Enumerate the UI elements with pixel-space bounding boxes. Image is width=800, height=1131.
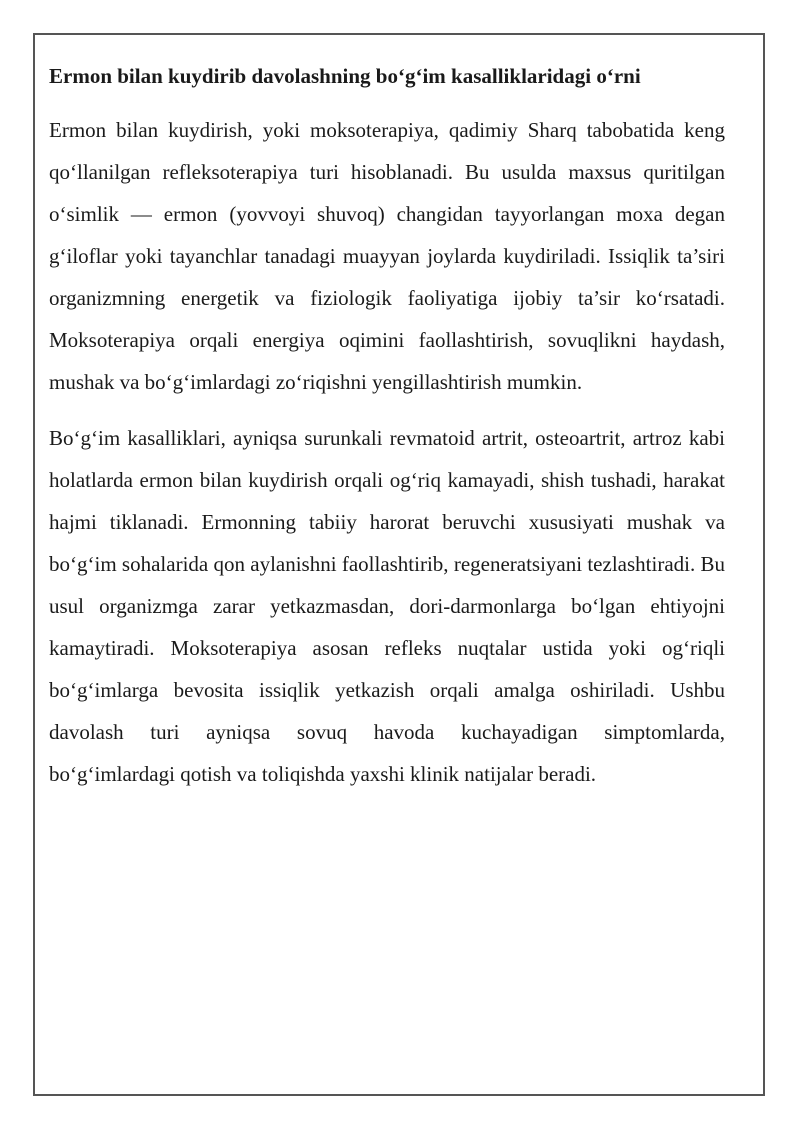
page-frame — [33, 33, 765, 1096]
document-title: Ermon bilan kuydirib davolashning bo‘g‘im kasalliklaridagi o‘rni — [49, 64, 641, 88]
document-body — [49, 55, 725, 809]
paragraph-1: Ermon bilan kuydirish, yoki moksoterapiya, qadimiy Sharq tabobatida keng qo‘llanilgan refleksoterapiya turi hisoblanadi. Bu usulda maxsus quritilgan o‘simlik — ermon (yovvoyi shuvoq) changidan tayyorlangan moxa degan g‘iloflar yoki tayanchlar tanadagi muayyan joylarda kuydiriladi. Issiqlik ta’siri organizmning energetik va fiziologik faoliyatiga ijobiy ta’sir ko‘rsatadi. Moksoterapiya orqali energiya oqimini faollashtirish, sovuqlikni haydash, mushak va bo‘g‘imlardagi zo‘riqishni yengillashtirish mumkin. — [49, 118, 725, 394]
paragraph-2: Bo‘g‘im kasalliklari, ayniqsa surunkali revmatoid artrit, osteoartrit, artroz kabi holatlarda ermon bilan kuydirish orqali og‘riq kamayadi, shish tushadi, harakat hajmi tiklanadi. Ermonning tabiiy harorat beruvchi xususiyati mushak va bo‘g‘im sohalarida qon aylanishni faollashtirib, regeneratsiyani tezlashtiradi. Bu usul organizmga zarar yetkazmasdan, dori-darmonlarga bo‘lgan ehtiyojni kamaytiradi. Moksoterapiya asosan refleks nuqtalar ustida yoki og‘riqli bo‘g‘imlarga bevosita issiqlik yetkazish orqali amalga oshiriladi. Ushbu davolash turi ayniqsa sovuq havoda kuchayadigan simptomlarda, bo‘g‘imlardagi qotish va toliqishda yaxshi klinik natijalar beradi. — [49, 426, 725, 786]
